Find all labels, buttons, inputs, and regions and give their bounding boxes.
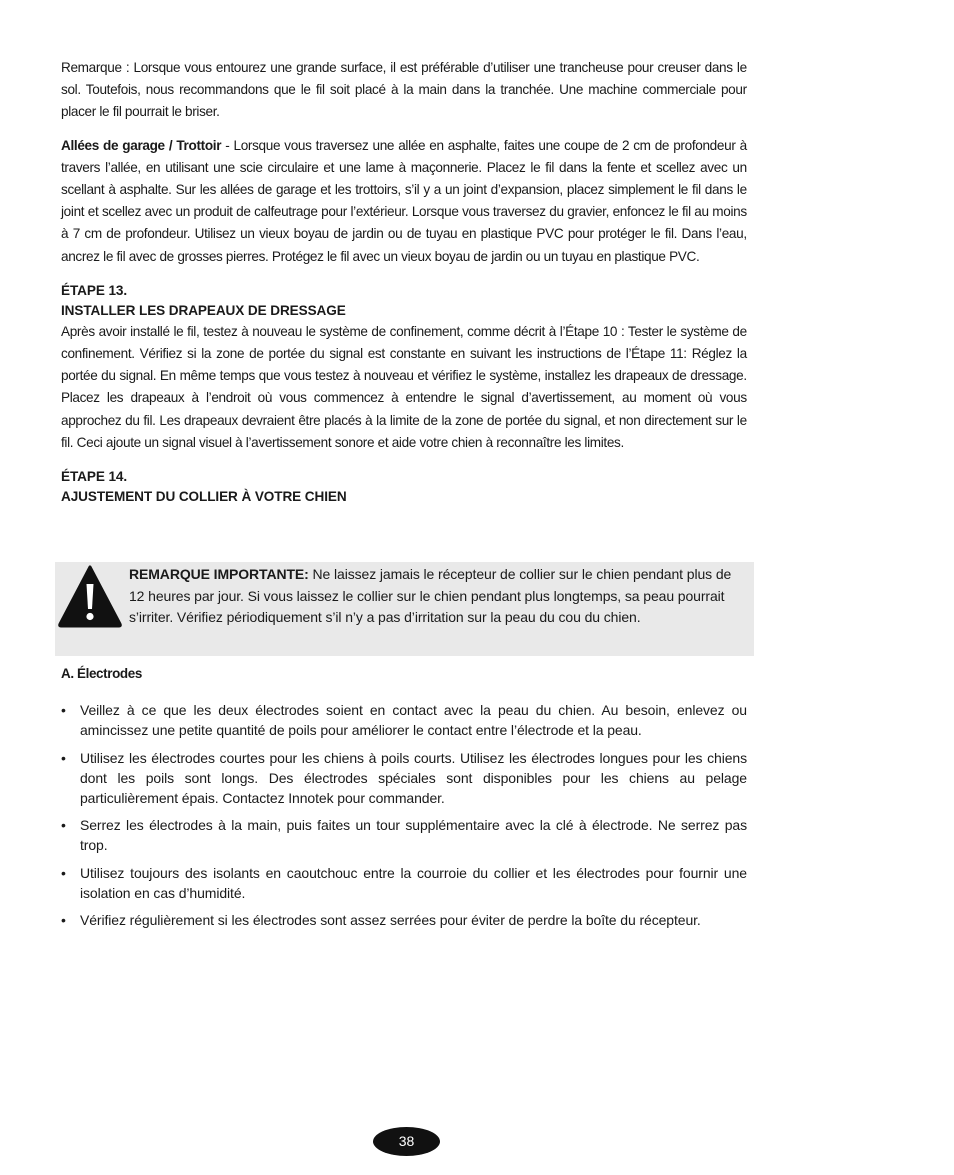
step14-title: AJUSTEMENT DU COLLIER À VOTRE CHIEN: [61, 488, 347, 505]
allees-paragraph: [61, 134, 747, 267]
electrodes-heading: A. Électrodes: [61, 665, 142, 681]
important-note-text: [129, 564, 747, 629]
allees-text: - Lorsque vous traversez une allée en asphalte, faites une coupe de 2 cm de profondeur à travers l’allée, en utilisant une scie circulaire et une lame à maçonnerie. Placez le fil dans la fente et scellez avec un scellant à asphalte. Sur les allées de garage et les trottoirs, s’il y a un joint d’expansion, placez simplement le fil dans le joint et scellez avec un produit de calfeutrage pour l’extérieur. Lorsque vous traversez du gravier, enfoncez le fil au moins à 7 cm de profondeur. Utilisez un vieux boyau de jardin ou de tuyau en plastique PVC pour protéger le fil. Dans l’eau, ancrez le fil avec de grosses pierres. Protégez le fil avec un vieux boyau de jardin ou un tuyau en plastique PVC.: [61, 136, 747, 264]
page-body: [61, 56, 747, 506]
remarque-paragraph: Remarque : Lorsque vous entourez une grande surface, il est préférable d’utiliser une trancheuse pour creuser dans le sol. Toutefois, nous recommandons que le fil soit placé à la main dans la tranchée. Une machine commerciale pour placer le fil pourrait le briser.: [61, 59, 747, 120]
list-item: [61, 748, 747, 808]
page-number: 38: [373, 1127, 440, 1156]
bullet-icon: •: [61, 749, 66, 766]
important-note-label: REMARQUE IMPORTANTE:: [129, 566, 309, 582]
list-item: [61, 863, 747, 903]
step14-number: ÉTAPE 14.: [61, 468, 128, 485]
bullet-icon: •: [61, 864, 66, 881]
list-item: [61, 910, 747, 930]
step13-title: INSTALLER LES DRAPEAUX DE DRESSAGE: [61, 301, 346, 318]
important-note-box: [55, 562, 754, 656]
step13-body: Après avoir installé le fil, testez à nouveau le système de confinement, comme décrit à l’Étape 10 : Tester le système de confinement. Vérifiez si la zone de portée du signal est constante en suivant les instructions de l’Étape 11: Réglez la portée du signal. En même temps que vous testez à nouveau et vérifiez le système, installez les drapeaux de dressage. Placez les drapeaux à l’endroit où vous commencez à entendre le signal d’avertissement, au moment où vous approchez du fil. Les drapeaux devraient être placés à la limite de la zone de portée du signal, et non directement sur le fil. Ceci ajoute un signal visuel à l’avertissement sonore et aide votre chien à reconnaître les limites.: [61, 322, 747, 450]
list-item-text: Veillez à ce que les deux électrodes soient en contact avec la peau du chien. Au besoin, enlevez ou amincissez une petite quantité de poils pour améliorer le contact entre l’électrode et la peau.: [80, 702, 747, 738]
bullet-icon: •: [61, 817, 66, 833]
list-item: [61, 815, 747, 855]
important-note-body: Ne laissez jamais le récepteur de collier sur le chien pendant plus de 12 heures par jour. Si vous laissez le collier sur le chien pendant plus longtemps, sa peau pourrait s’irriter. Vérifiez périodiquement s’il n’y a pas d’irritation sur la peau du cou du chien.: [129, 566, 732, 625]
list-item-text: Utilisez toujours des isolants en caoutchouc entre la courroie du collier et les électrodes pour fournir une isolation en cas d’humidité.: [80, 864, 747, 901]
list-item-text: Utilisez les électrodes courtes pour les chiens à poils courts. Utilisez les électrodes longues pour les chiens dont les poils sont longs. Des électrodes spéciales sont disponibles pour les chiens au pelage particulièrement épais. Contactez Innotek pour commander.: [80, 749, 747, 806]
allees-label: Allées de garage / Trottoir: [61, 136, 222, 153]
list-item-text: Vérifiez régulièrement si les électrodes sont assez serrées pour éviter de perdre la boîte du récepteur.: [80, 912, 701, 928]
step13-number: ÉTAPE 13.: [61, 281, 128, 298]
bullet-icon: •: [61, 912, 66, 928]
bullet-icon: •: [61, 702, 66, 718]
list-item-text: Serrez les électrodes à la main, puis faites un tour supplémentaire avec la clé à électrode. Ne serrez pas trop.: [80, 817, 747, 853]
warning-triangle-icon: [57, 564, 123, 628]
electrodes-list: [61, 700, 747, 938]
list-item: [61, 700, 747, 740]
